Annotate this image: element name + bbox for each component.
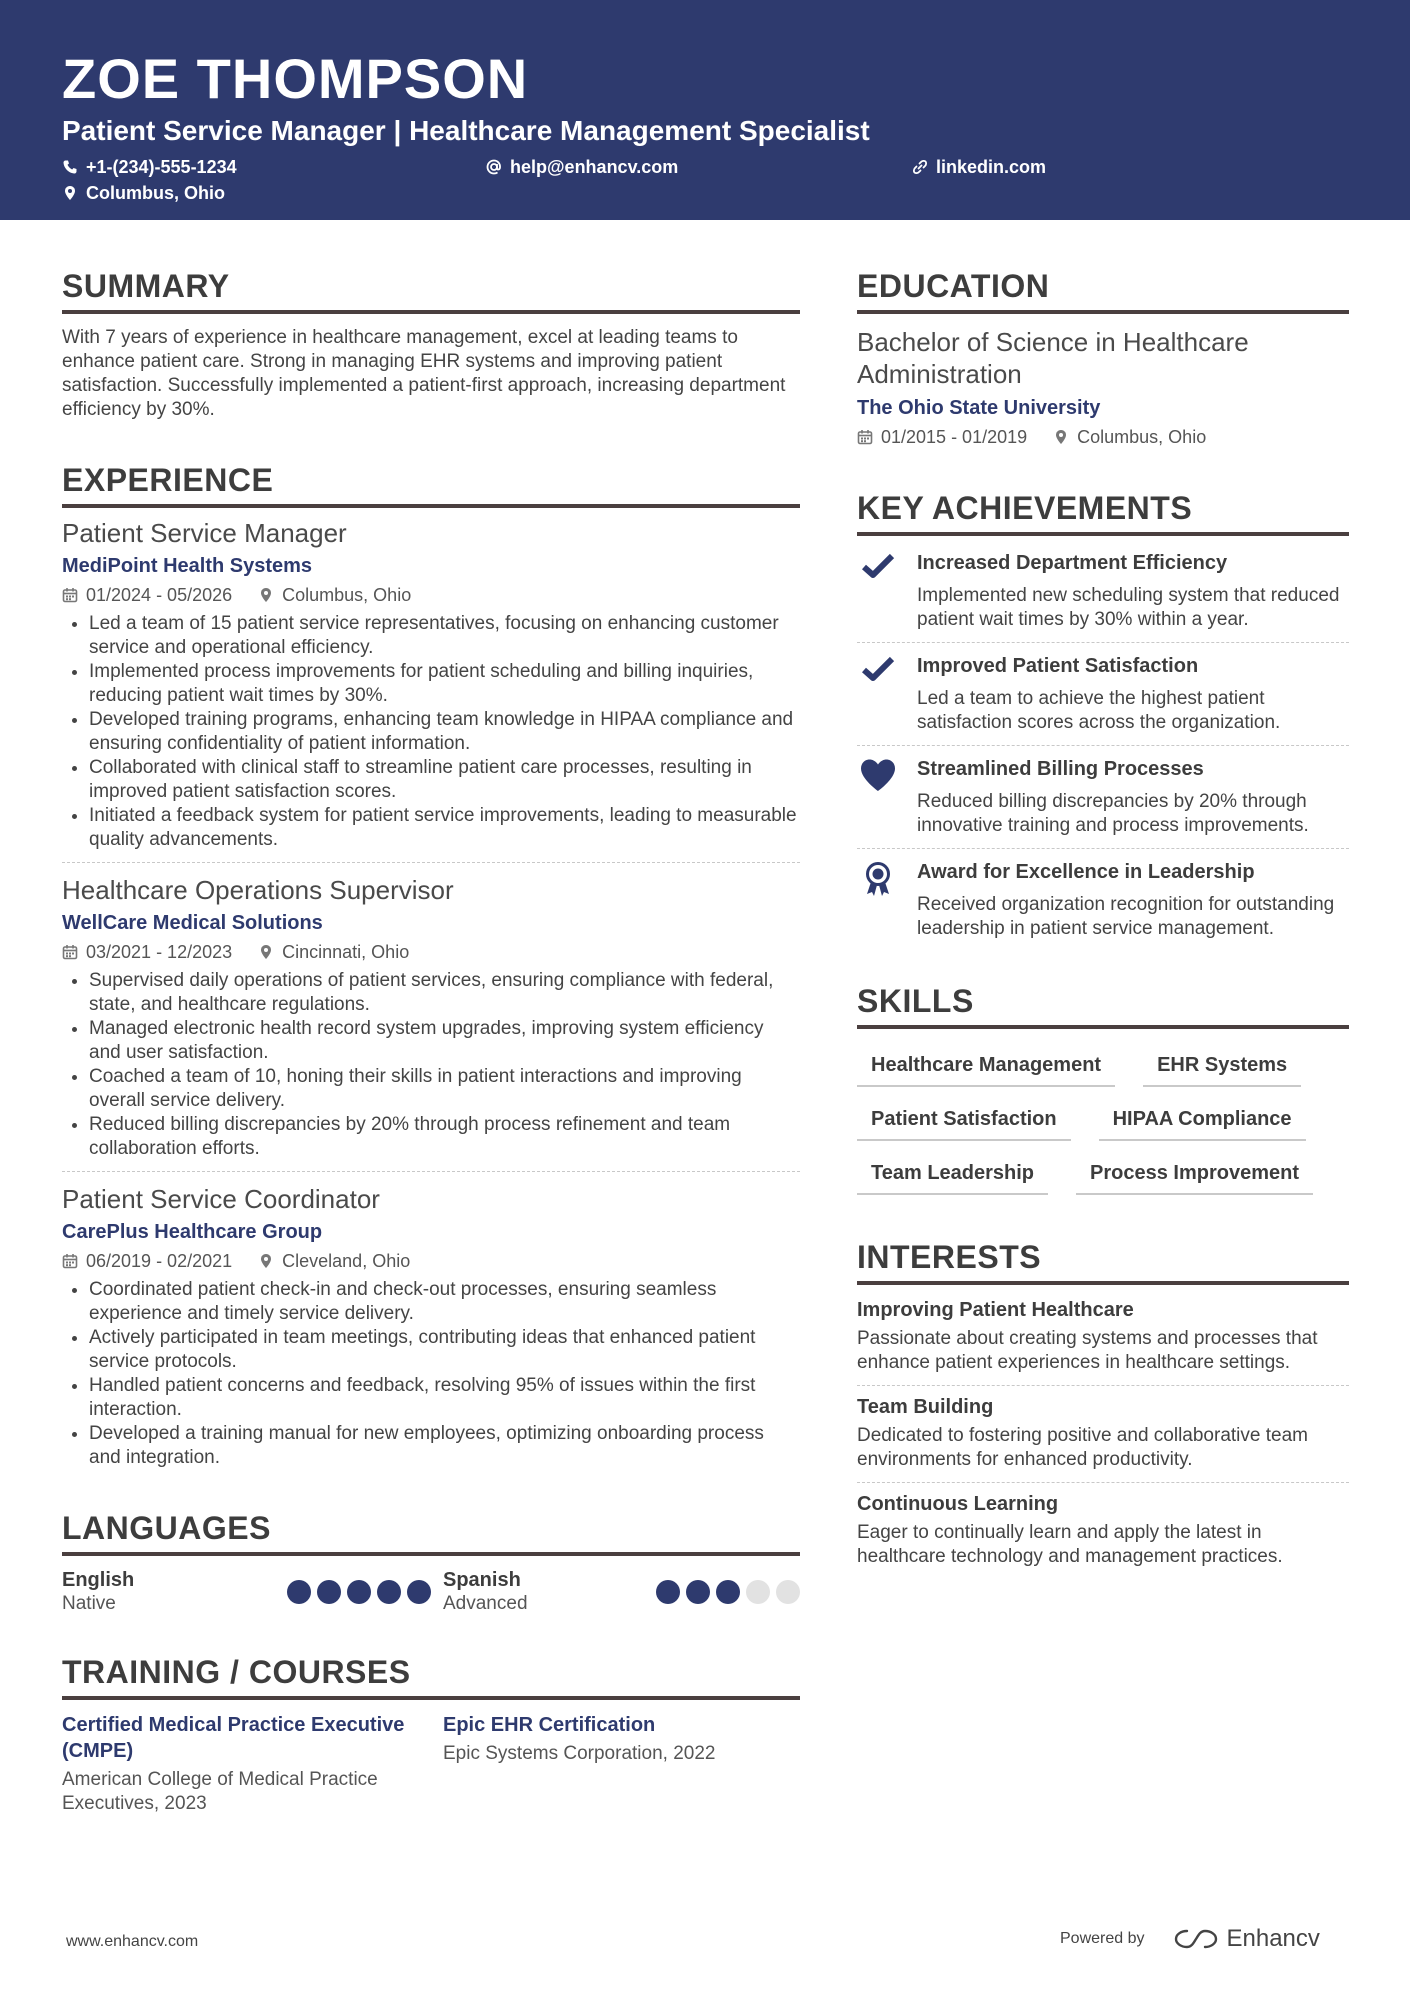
contact-row (62, 154, 1348, 180)
calendar-icon (62, 1253, 78, 1269)
skill-tag: Healthcare Management (857, 1047, 1115, 1087)
bullet: Initiated a feedback system for patient service improvements, leading to measurable quality advancements. (62, 804, 800, 852)
job-meta (62, 1248, 800, 1274)
link-icon (912, 159, 928, 175)
location-pin-icon (258, 944, 274, 960)
calendar-icon (62, 944, 78, 960)
education-location (1053, 424, 1206, 450)
enhancv-logo-icon (1173, 1927, 1219, 1951)
achievement-desc: Reduced billing discrepancies by 20% through innovative training and process improvements. (917, 791, 1309, 836)
language-rating (656, 1580, 800, 1604)
job-location (258, 582, 411, 608)
location-pin-icon (258, 587, 274, 603)
course-title: Certified Medical Practice Executive (CMPE) (62, 1714, 405, 1762)
rating-dot-filled (407, 1580, 431, 1604)
job-dates-text: 01/2024 - 05/2026 (86, 585, 233, 605)
course-provider: American College of Medical Practice Executives, 2023 (62, 1769, 378, 1814)
achievement-item (857, 548, 1349, 642)
job-bullets (62, 969, 800, 1161)
interest-item (857, 1385, 1349, 1482)
rating-dot-filled (347, 1580, 371, 1604)
achievements-section (857, 488, 1349, 951)
company-name: WellCare Medical Solutions (62, 912, 323, 934)
job-meta (62, 939, 800, 965)
left-column (62, 266, 800, 1816)
job-meta (62, 582, 800, 608)
achievement-title: Increased Department Efficiency (917, 552, 1228, 574)
experience-heading: EXPERIENCE (62, 460, 800, 508)
education-meta (857, 424, 1349, 450)
interest-item (857, 1482, 1349, 1579)
interests-heading: INTERESTS (857, 1237, 1349, 1285)
interest-title: Team Building (857, 1396, 994, 1418)
resume-header (0, 0, 1410, 220)
email-text: help@enhancv.com (510, 157, 679, 177)
job-dates (62, 1248, 232, 1274)
enhancv-logo[interactable] (1173, 1925, 1320, 1953)
achievement-desc: Received organization recognition for outstanding leadership in patient service management. (917, 894, 1335, 939)
calendar-icon (62, 587, 78, 603)
language-level: Advanced (443, 1593, 528, 1614)
course-item (62, 1712, 431, 1816)
language-item (62, 1568, 431, 1616)
interest-desc: Passionate about creating systems and processes that enhance patient experiences in healthcare settings. (857, 1328, 1318, 1373)
heart-icon (857, 756, 899, 838)
skill-tag: HIPAA Compliance (1099, 1101, 1306, 1141)
language-item (431, 1568, 800, 1616)
education-heading: EDUCATION (857, 266, 1349, 314)
skill-tag: EHR Systems (1143, 1047, 1301, 1087)
education-dates-text: 01/2015 - 01/2019 (881, 427, 1028, 447)
achievement-item (857, 745, 1349, 848)
education-location-text: Columbus, Ohio (1077, 427, 1207, 447)
interest-desc: Dedicated to fostering positive and collaborative team environments for enhanced productivity. (857, 1425, 1308, 1470)
achievement-desc: Led a team to achieve the highest patient satisfaction scores across the organization. (917, 688, 1281, 733)
job-bullets (62, 1278, 800, 1470)
powered-by-label: Powered by (1060, 1930, 1145, 1947)
skill-tag: Process Improvement (1076, 1155, 1313, 1195)
job-title: Healthcare Operations Supervisor (62, 875, 454, 905)
job-location-text: Cincinnati, Ohio (282, 942, 410, 962)
skills-heading: SKILLS (857, 981, 1349, 1029)
location-text: Columbus, Ohio (86, 183, 225, 203)
language-name: English (62, 1569, 135, 1591)
achievement-title: Award for Excellence in Leadership (917, 861, 1255, 883)
course-item (431, 1712, 800, 1816)
education-section (857, 266, 1349, 450)
achievements-heading: KEY ACHIEVEMENTS (857, 488, 1349, 536)
summary-text: With 7 years of experience in healthcare management, excel at leading teams to enhance patient care. Strong in managing EHR systems and improving patient satisfaction. Successfully implemented a patient-first approach, increasing department efficiency by 30%. (62, 327, 786, 420)
bullet: Reduced billing discrepancies by 20% through process refinement and team collaboration efforts. (62, 1113, 800, 1161)
right-column (857, 266, 1349, 1579)
footer-branding (1060, 1925, 1320, 1953)
calendar-icon (857, 429, 873, 445)
school-name: The Ohio State University (857, 397, 1101, 419)
job-location-text: Cleveland, Ohio (282, 1251, 411, 1271)
job-location (258, 939, 409, 965)
location-pin-icon (258, 1253, 274, 1269)
phone-icon (62, 159, 78, 175)
bullet: Actively participated in team meetings, contributing ideas that enhanced patient service protocols. (62, 1326, 800, 1374)
course-provider: Epic Systems Corporation, 2022 (443, 1743, 716, 1764)
course-title: Epic EHR Certification (443, 1714, 656, 1736)
achievement-title: Improved Patient Satisfaction (917, 655, 1199, 677)
contact-linkedin[interactable] (912, 154, 1046, 180)
bullet: Managed electronic health record system upgrades, improving system efficiency and user satisfaction. (62, 1017, 800, 1065)
contact-location (62, 180, 225, 206)
rating-dot-filled (317, 1580, 341, 1604)
skill-tag: Team Leadership (857, 1155, 1048, 1195)
interests-section (857, 1237, 1349, 1579)
candidate-name: ZOE THOMPSON (62, 47, 529, 110)
skills-section (857, 981, 1349, 1195)
job-bullets (62, 612, 800, 852)
language-name: Spanish (443, 1569, 521, 1591)
bullet: Handled patient concerns and feedback, resolving 95% of issues within the first interaction. (62, 1374, 800, 1422)
bullet: Coordinated patient check-in and check-out processes, ensuring seamless experience and timely service delivery. (62, 1278, 800, 1326)
rating-dot-filled (716, 1580, 740, 1604)
bullet: Coached a team of 10, honing their skills in patient interactions and improving overall service delivery. (62, 1065, 800, 1113)
job-entry (62, 516, 800, 862)
rating-dot-filled (656, 1580, 680, 1604)
bullet: Supervised daily operations of patient services, ensuring compliance with federal, state, and healthcare regulations. (62, 969, 800, 1017)
bullet: Implemented process improvements for patient scheduling and billing inquiries, reducing patient wait times by 30%. (62, 660, 800, 708)
languages-heading: LANGUAGES (62, 1508, 800, 1556)
degree-title: Bachelor of Science in Healthcare Administration (857, 327, 1249, 389)
check-icon (857, 550, 899, 632)
bullet: Collaborated with clinical staff to streamline patient care processes, resulting in improved patient satisfaction scores. (62, 756, 800, 804)
summary-section (62, 266, 800, 422)
rating-dot-empty (746, 1580, 770, 1604)
language-rating (287, 1580, 431, 1604)
contact-phone[interactable] (62, 154, 237, 180)
experience-section (62, 460, 800, 1480)
company-name: CarePlus Healthcare Group (62, 1221, 323, 1243)
skill-tag: Patient Satisfaction (857, 1101, 1071, 1141)
interest-desc: Eager to continually learn and apply the latest in healthcare technology and management practices. (857, 1522, 1283, 1567)
courses-list (62, 1712, 800, 1816)
job-dates-text: 06/2019 - 02/2021 (86, 1251, 233, 1271)
skills-list (857, 1041, 1349, 1195)
summary-heading: SUMMARY (62, 266, 800, 314)
rating-dot-filled (377, 1580, 401, 1604)
bullet: Led a team of 15 patient service representatives, focusing on enhancing customer service and operational efficiency. (62, 612, 800, 660)
contact-email[interactable] (486, 154, 678, 180)
phone-text: +1-(234)-555-1234 (86, 157, 237, 177)
footer-website[interactable]: www.enhancv.com (66, 1933, 199, 1950)
bullet: Developed training programs, enhancing team knowledge in HIPAA compliance and ensuring confidentiality of patient information. (62, 708, 800, 756)
location-pin-icon (62, 185, 78, 201)
achievement-item (857, 848, 1349, 951)
rating-dot-filled (287, 1580, 311, 1604)
job-title: Patient Service Coordinator (62, 1184, 380, 1214)
job-dates-text: 03/2021 - 12/2023 (86, 942, 233, 962)
location-pin-icon (1053, 429, 1069, 445)
award-icon (857, 859, 899, 941)
candidate-title: Patient Service Manager | Healthcare Management Specialist (62, 115, 870, 146)
company-name: MediPoint Health Systems (62, 555, 313, 577)
job-entry (62, 1171, 800, 1480)
check-icon (857, 653, 899, 735)
interest-item (857, 1297, 1349, 1385)
job-dates (62, 939, 232, 965)
interest-title: Continuous Learning (857, 1493, 1059, 1515)
rating-dot-filled (686, 1580, 710, 1604)
language-level: Native (62, 1593, 116, 1614)
linkedin-text: linkedin.com (936, 157, 1047, 177)
training-heading: TRAINING / COURSES (62, 1652, 800, 1700)
brand-name: Enhancv (1226, 1925, 1320, 1952)
job-location-text: Columbus, Ohio (282, 585, 412, 605)
training-section (62, 1652, 800, 1816)
languages-list (62, 1568, 800, 1616)
interest-title: Improving Patient Healthcare (857, 1299, 1134, 1321)
at-icon (486, 159, 502, 175)
job-title: Patient Service Manager (62, 518, 347, 548)
languages-section (62, 1508, 800, 1616)
education-dates (857, 424, 1027, 450)
achievement-item (857, 642, 1349, 745)
job-location (258, 1248, 410, 1274)
contact-row-2 (62, 180, 1348, 206)
achievement-desc: Implemented new scheduling system that reduced patient wait times by 30% within a year. (917, 585, 1340, 630)
bullet: Developed a training manual for new employees, optimizing onboarding process and integration. (62, 1422, 800, 1470)
achievement-title: Streamlined Billing Processes (917, 758, 1204, 780)
job-dates (62, 582, 232, 608)
rating-dot-empty (776, 1580, 800, 1604)
job-entry (62, 862, 800, 1171)
